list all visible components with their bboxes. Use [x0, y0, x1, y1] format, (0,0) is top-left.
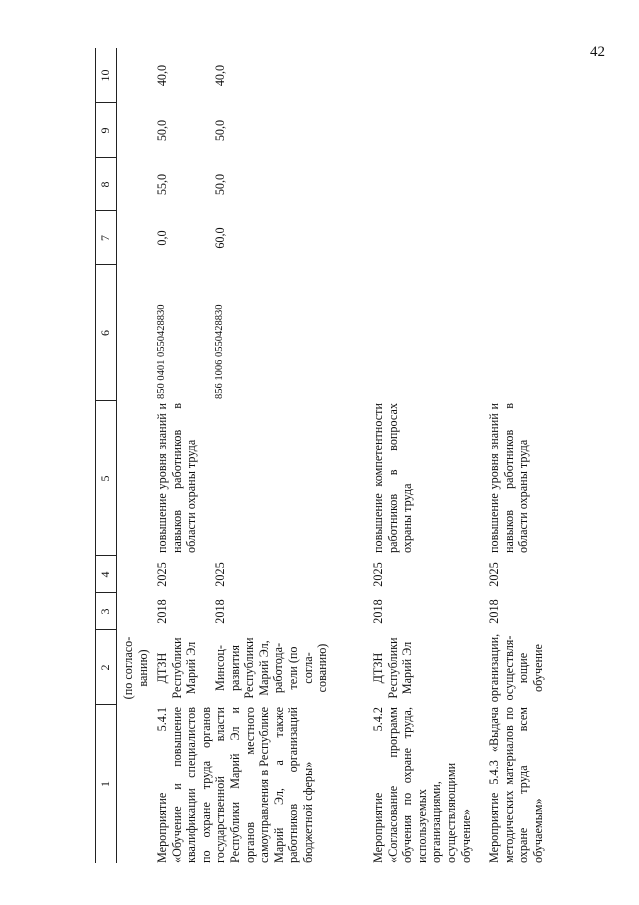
continuation-note: (по согласо-ванию): [121, 636, 150, 700]
measure-5-4-3-result: повышение уровня знаний и навыков работников в области охраны труда: [487, 403, 531, 553]
measure-5-4-1-kbk-a: 850 0401 0550428830: [156, 304, 167, 399]
measure-5-4-1-val-8b: 50,0: [213, 173, 227, 196]
header-bottom-rule: [116, 48, 117, 863]
measure-5-4-1-val-7b: 60,0: [213, 227, 227, 249]
header-col-9: 9: [98, 127, 112, 134]
measure-5-4-1-val-7a: 0,0: [155, 230, 169, 246]
measure-5-4-1-result: повышение уровня знаний и навыков работников в области охраны труда: [155, 403, 199, 553]
measure-5-4-1-start-a: 2018: [155, 599, 169, 624]
measure-5-4-1-val-9b: 50,0: [213, 119, 227, 142]
measure-5-4-3-end: 2025: [487, 562, 501, 587]
measure-5-4-2-start: 2018: [371, 599, 385, 624]
measure-5-4-1-val-10a: 40,0: [155, 64, 169, 87]
measure-5-4-1-val-8a: 55,0: [155, 173, 169, 196]
measure-5-4-1-text: Мероприятие 5.4.1 «Обучение и повышение квалификации специалистов по охране труда органов государственной власти Республики Марий Эл и органов местного самоуправления в Республике Марий Эл, а также работников организаций бюджетной сферы»: [155, 707, 315, 863]
measure-5-4-2-text: Мероприятие 5.4.2 «Согласование программ обучения по охране труда, используемых организациями, осуществляющими обучение»: [371, 707, 473, 863]
measure-5-4-1-executor-b: Минсоц-развития Республики Марий Эл, работода-тели (по согла-сованию): [213, 637, 330, 699]
measure-5-4-2-result: повышение компетентности работников в вопросах охраны труда: [371, 403, 415, 553]
measure-5-4-1-executor-a: ДТЗН Республики Марий Эл: [155, 637, 199, 699]
measure-5-4-3-start: 2018: [487, 599, 501, 624]
header-col-5: 5: [98, 475, 112, 482]
measure-5-4-1-val-10b: 40,0: [213, 64, 227, 87]
header-col-2: 2: [98, 664, 112, 671]
measure-5-4-3-executor: организации, осуществля-ющие обучение: [487, 633, 545, 703]
measure-5-4-1-val-9a: 50,0: [155, 119, 169, 142]
measure-5-4-2-end: 2025: [371, 562, 385, 587]
measure-5-4-3-text: Мероприятие 5.4.3 «Выдача методических материалов по охране труда всем обучаемым»: [487, 707, 545, 863]
header-col-6: 6: [98, 330, 112, 336]
header-col-8: 8: [98, 181, 112, 188]
header-col-10: 10: [98, 69, 112, 82]
measure-5-4-1-kbk-b: 856 1006 0550428830: [214, 304, 225, 399]
rotated-table: [95, 48, 635, 863]
header-col-4: 4: [98, 571, 112, 578]
page-number: 42: [590, 44, 605, 60]
header-col-1: 1: [98, 781, 112, 787]
measure-5-4-1-end-b: 2025: [213, 562, 227, 587]
measure-5-4-2-executor: ДТЗН Республики Марий Эл: [371, 637, 415, 699]
measure-5-4-1-end-a: 2025: [155, 562, 169, 587]
measure-5-4-1-start-b: 2018: [213, 599, 227, 624]
header-col-3: 3: [98, 608, 112, 615]
header-col-7: 7: [98, 235, 112, 241]
